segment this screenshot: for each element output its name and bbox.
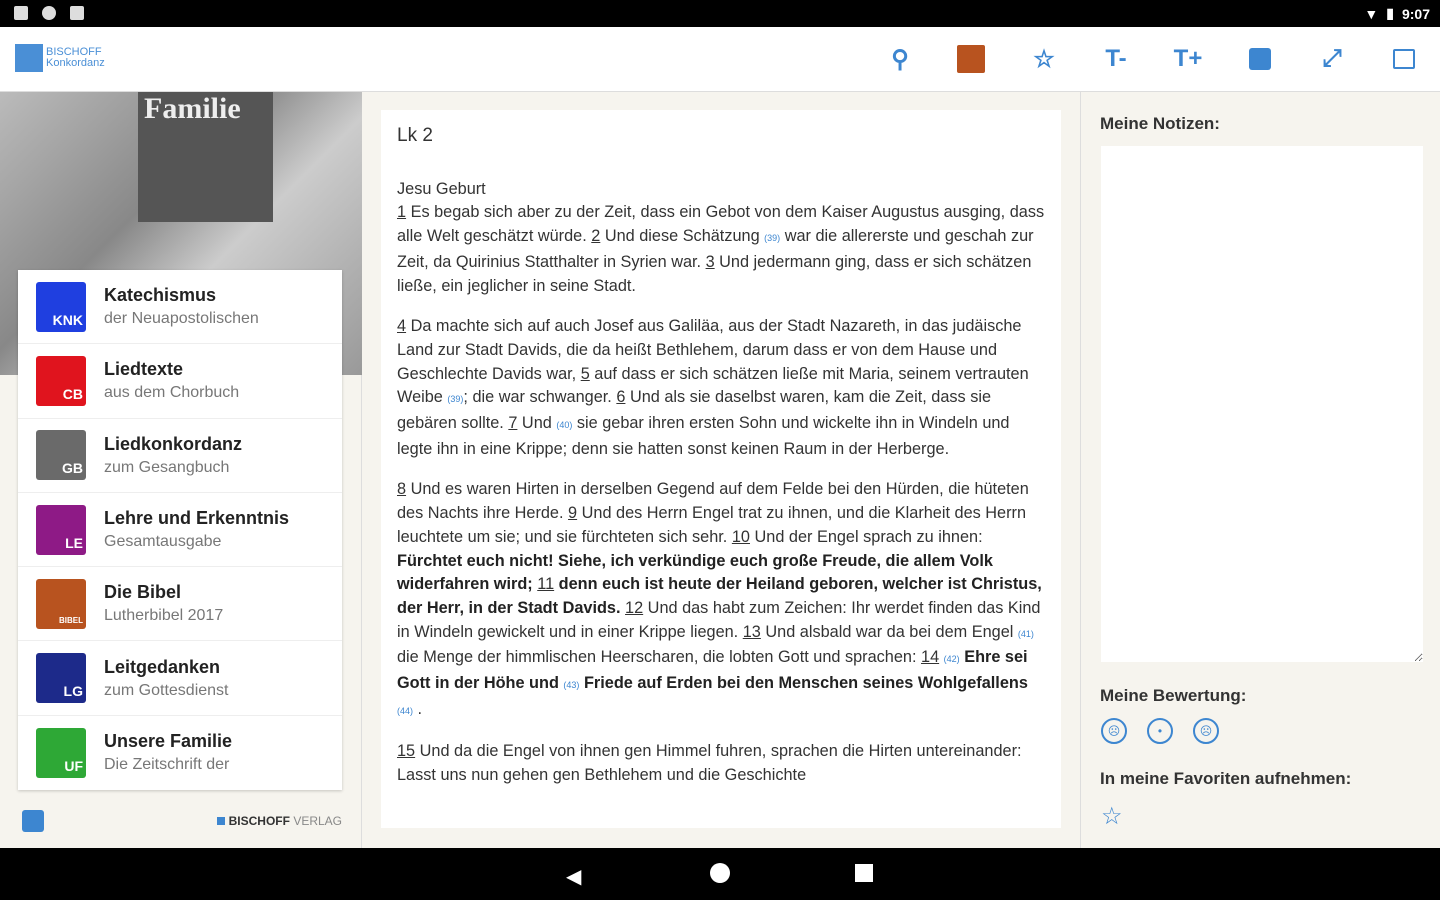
rating-sad-icon[interactable]: ☹ <box>1101 718 1127 744</box>
passage-2: 4 Da machte sich auf auch Josef aus Galiläa, aus der Stadt Nazareth, in das judäische Land zur Stadt Davids, die da heißt Bethlehem, darum dass er von dem Hause und Geschlechte Davids war, 5 auf dass er sich schätzen ließe mit Maria, seinem vertrauten Weibe (39); die war schwanger. 6 Und als sie daselbst waren, kam die Zeit, dass sie gebären sollte. 7 Und (40) sie gebar ihren ersten Sohn und wickelte ihn in Windeln und legte ihn in eine Krippe; denn sie hatten sonst keinen Raum in der Herberge. <box>397 317 1029 458</box>
list-item-unsere-familie[interactable] <box>18 716 342 790</box>
item-subtitle: Die Zeitschrift der <box>104 756 230 774</box>
text-smaller-icon[interactable]: T- <box>1105 45 1127 72</box>
clock: 9:07 <box>1401 5 1430 22</box>
list-item-leitgedanken[interactable] <box>18 641 342 715</box>
status-bar <box>0 0 1440 27</box>
logo-mark <box>15 44 43 72</box>
item-title: Katechismus <box>104 285 217 306</box>
passage-1: Jesu Geburt 1 Es begab sich aber zu der Zeit, dass ein Gebot von dem Kaiser Augustus ausging, dass alle Welt geschätzt würde. 2 Und diese Schätzung (39) war die allererste und geschah zur Zeit, da Quirinius Statthalter in Syrien war. 3 Und jedermann ging, dass er sich schätzen ließe, ein jeglicher in seine Stadt. <box>397 179 1045 295</box>
publisher-logo: BISCHOFF VERLAG <box>217 814 342 828</box>
panel-icon[interactable] <box>1386 41 1422 77</box>
notes-icon[interactable] <box>1242 41 1278 77</box>
sync-icon <box>42 6 56 20</box>
le-icon: LE <box>36 505 86 555</box>
item-subtitle: Gesamtausgabe <box>104 533 222 551</box>
list-item-katechismus[interactable] <box>18 270 342 344</box>
fullscreen-icon[interactable]: ⤢ <box>1322 45 1342 72</box>
text-larger-icon[interactable]: T+ <box>1173 45 1203 72</box>
item-title: Unsere Familie <box>104 731 233 752</box>
user-icon[interactable] <box>22 810 44 832</box>
list-item-lehre[interactable] <box>18 493 342 567</box>
chapter-title: Lk 2 <box>397 125 433 146</box>
favorites-label: In meine Favoriten aufnehmen: <box>1100 769 1352 788</box>
sidebar <box>0 92 362 848</box>
reader-content[interactable] <box>381 110 1061 828</box>
sd-card-icon <box>70 6 84 20</box>
footnote-link[interactable]: (42) <box>943 654 960 665</box>
item-title: Leitgedanken <box>104 656 221 677</box>
publication-list <box>18 270 342 790</box>
list-item-liedkonkordanz[interactable] <box>18 419 342 493</box>
search-icon[interactable]: ⚲ <box>891 45 909 73</box>
logo-line1: BISCHOFF <box>46 46 102 58</box>
list-item-liedtexte[interactable] <box>18 344 342 418</box>
footnote-link[interactable]: (44) <box>397 705 414 716</box>
bibel-icon: BIBEL <box>36 579 86 629</box>
app-header <box>0 27 1440 92</box>
back-icon[interactable]: ◀ <box>566 866 582 888</box>
list-item-bibel[interactable] <box>18 567 342 641</box>
item-subtitle: der Neuapostolischen <box>104 310 259 328</box>
app-logo[interactable] <box>15 44 105 72</box>
logo-line2: Konkordanz <box>46 57 105 69</box>
notification-icon <box>14 6 28 20</box>
item-subtitle: zum Gesangbuch <box>104 458 230 476</box>
notes-input[interactable] <box>1101 146 1423 662</box>
item-title: Lehre und Erkenntnis <box>104 508 290 529</box>
wifi-icon: ▼ <box>1364 5 1379 22</box>
lg-icon: LG <box>36 653 86 703</box>
battery-icon: ▮ <box>1386 5 1394 21</box>
footnote-link[interactable]: (39) <box>764 233 781 244</box>
item-title: Die Bibel <box>104 582 182 603</box>
item-subtitle: zum Gottesdienst <box>104 681 229 699</box>
item-title: Liedtexte <box>104 359 184 380</box>
passage-3: 8 Und es waren Hirten in derselben Gegend auf dem Felde bei den Hürden, die hüteten des Nachts ihre Herde. 9 Und des Herrn Engel trat zu ihnen, und die Klarheit des Herrn leuchtete um sie; und sie fürchteten sich sehr. 10 Und der Engel sprach zu ihnen: Fürchtet euch nicht! Siehe, ich verkündige euch große Freude, die allem Volk widerfahren wird; 11 denn euch ist heute der Heiland geboren, welcher ist Christus, der Herr, in der Stadt Davids. 12 Und das habt zum Zeichen: Ihr werdet finden das Kind in Windeln gewickelt und in einer Krippe liegen. 13 Und alsbald war da bei dem Engel (41) die Menge der himmlischen Heerscharen, die lobten Gott und sprachen: 14 (42) Ehre sei Gott in der Höhe und (43) Friede auf Erden bei den Menschen seines Wohlgefallens (44) . <box>397 480 1042 718</box>
android-nav-bar <box>0 848 1440 900</box>
star-icon[interactable]: ☆ <box>1033 45 1055 73</box>
footnote-link[interactable]: (40) <box>556 420 573 431</box>
item-subtitle: Lutherbibel 2017 <box>104 607 224 625</box>
magazine-title: Familie <box>138 92 273 222</box>
notes-label: Meine Notizen: <box>1100 114 1220 133</box>
gb-icon: GB <box>36 430 86 480</box>
recents-icon[interactable] <box>855 864 873 882</box>
rating-label: Meine Bewertung: <box>1100 686 1247 705</box>
cb-icon: CB <box>36 356 86 406</box>
footnote-link[interactable]: (43) <box>563 680 580 691</box>
footnote-link[interactable]: (39) <box>447 394 464 405</box>
passage-4: 15 Und da die Engel von ihnen gen Himmel fuhren, sprachen die Hirten untereinander: Lasst uns nun gehen gen Bethlehem und die Geschichte <box>397 742 1022 785</box>
notes-panel <box>1080 92 1440 848</box>
item-subtitle: aus dem Chorbuch <box>104 384 240 402</box>
footnote-link[interactable]: (41) <box>1017 628 1034 639</box>
rating-angry-icon[interactable]: ☹ <box>1193 718 1219 744</box>
favorite-star-icon[interactable]: ☆ <box>1101 803 1123 830</box>
uf-icon: UF <box>36 728 86 778</box>
knk-icon: KNK <box>36 282 86 332</box>
home-icon[interactable] <box>710 863 730 883</box>
rating-neutral-icon[interactable]: • <box>1147 718 1173 744</box>
bible-icon[interactable] <box>953 41 989 77</box>
sidebar-footer <box>22 810 342 837</box>
item-title: Liedkonkordanz <box>104 433 243 454</box>
